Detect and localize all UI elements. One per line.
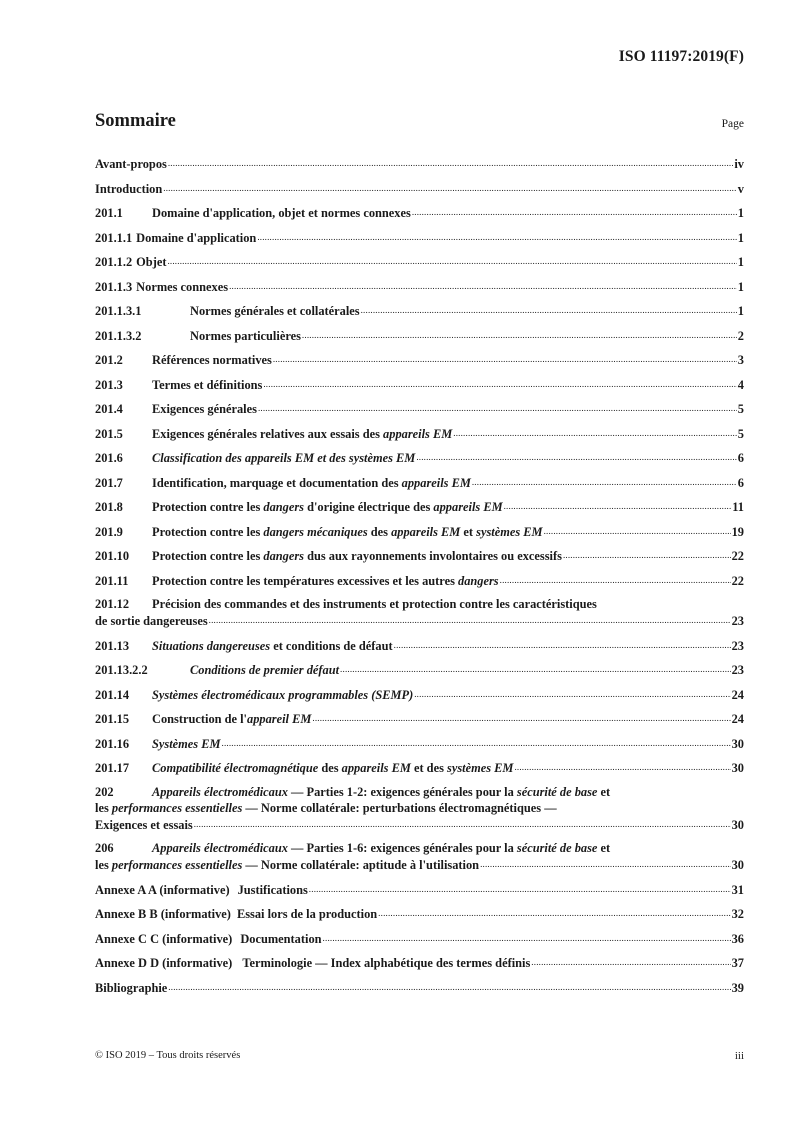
dot-leader — [323, 929, 731, 946]
toc-entry-page: 5 — [737, 402, 744, 416]
toc-entry-title-line3: Exigences et essais — [95, 817, 193, 832]
toc-entry-title: Avant-propos — [95, 157, 167, 171]
toc-entry-title: Exigences générales — [152, 402, 257, 416]
toc-entry-title: Terminologie — Index alphabétique des termes définis — [242, 956, 531, 970]
table-of-contents — [95, 155, 744, 1003]
dot-leader — [563, 546, 731, 563]
toc-entry-title: Exigences générales relatives aux essais des appareils EM — [152, 426, 453, 441]
dot-leader — [257, 228, 736, 245]
dot-leader — [167, 252, 736, 269]
toc-entry-page: 30 — [731, 761, 744, 775]
toc-entry-number: 201.15 — [95, 712, 130, 726]
dot-leader — [312, 709, 730, 726]
toc-entry-201-3[interactable] — [95, 376, 744, 393]
toc-entry-annexe-c[interactable] — [95, 930, 744, 947]
toc-entry-202[interactable] — [95, 784, 744, 833]
dot-leader — [500, 571, 731, 588]
toc-entry-title: Systèmes électromédicaux programmables (SEMP) — [152, 687, 414, 702]
toc-entry-number: 202 — [95, 784, 114, 799]
dot-leader — [504, 497, 732, 514]
dot-leader — [472, 473, 737, 490]
dot-leader — [263, 375, 736, 392]
toc-entry-page: 22 — [731, 573, 744, 588]
toc-entry-title: Normes connexes — [136, 279, 229, 294]
dot-leader — [222, 734, 731, 751]
footer-page-number: iii — [734, 1050, 744, 1062]
toc-entry-201-1-3-2[interactable] — [95, 327, 744, 344]
toc-entry-number: 201.4 — [95, 402, 123, 416]
toc-entry-title-line1: Précision des commandes et des instruments et protection contre les caractéristiques — [152, 597, 597, 611]
toc-entry-number: 201.11 — [95, 573, 129, 588]
toc-entry-number: 201.6 — [95, 451, 123, 465]
toc-entry-avant-propos[interactable] — [95, 155, 744, 172]
toc-entry-number: 201.1.2 — [95, 255, 133, 269]
toc-entry-page: v — [737, 181, 744, 196]
dot-leader — [378, 904, 730, 921]
toc-entry-number: 201.7 — [95, 475, 123, 490]
dot-leader — [163, 179, 737, 196]
toc-entry-page: 11 — [732, 500, 744, 514]
toc-entry-page: 5 — [737, 426, 744, 441]
dot-leader — [412, 203, 737, 220]
dot-leader — [194, 815, 731, 832]
toc-entry-201-16[interactable] — [95, 735, 744, 752]
toc-entry-annexe-d[interactable] — [95, 954, 744, 971]
toc-entry-number: 201.13 — [95, 638, 130, 653]
dot-leader — [229, 277, 737, 294]
dot-leader — [168, 978, 730, 995]
toc-entry-201-10[interactable] — [95, 547, 744, 564]
page-column-label: Page — [721, 118, 744, 130]
toc-entry-page: 19 — [731, 524, 744, 539]
dot-leader — [258, 399, 737, 416]
toc-entry-201-12[interactable] — [95, 596, 744, 629]
toc-entry-page: 36 — [731, 931, 744, 946]
toc-entry-page: 3 — [737, 353, 744, 367]
toc-entry-page: 6 — [737, 451, 744, 465]
toc-entry-bibliographie[interactable] — [95, 979, 744, 996]
dot-leader — [273, 350, 737, 367]
toc-entry-page: 2 — [737, 328, 744, 343]
toc-entry-introduction[interactable] — [95, 180, 744, 197]
toc-entry-number: 201.9 — [95, 524, 123, 539]
toc-entry-title-line2: de sortie dangereuses — [95, 614, 208, 628]
toc-entry-201-1-2[interactable] — [95, 253, 744, 270]
toc-entry-title: Justifications — [237, 882, 308, 897]
toc-entry-number: 201.1 — [95, 206, 123, 220]
dot-leader — [168, 154, 734, 171]
toc-entry-page: 1 — [737, 255, 744, 269]
toc-entry-page: 1 — [737, 206, 744, 220]
toc-entry-number: 201.5 — [95, 426, 123, 441]
toc-entry-page: 22 — [731, 549, 744, 563]
toc-entry-page: 23 — [731, 638, 744, 653]
toc-entry-number: Annexe A A (informative) — [95, 882, 230, 897]
dot-leader — [416, 448, 736, 465]
toc-entry-number: 201.10 — [95, 549, 130, 563]
toc-entry-number: 201.13.2.2 — [95, 663, 148, 677]
toc-entry-number: 201.12 — [95, 597, 130, 611]
toc-entry-title: Situations dangereuses et conditions de défaut — [152, 638, 393, 653]
toc-entry-206[interactable] — [95, 840, 744, 873]
toc-entry-title: Construction de l'appareil EM — [152, 712, 312, 726]
toc-entry-annexe-b[interactable] — [95, 905, 744, 922]
toc-entry-201-7[interactable] — [95, 474, 744, 491]
toc-entry-title-line2: les performances essentielles — Norme collatérale: perturbations électromagnétiques — — [95, 800, 557, 815]
toc-entry-title: Protection contre les dangers dus aux rayonnements involontaires ou excessifs — [152, 549, 562, 563]
toc-entry-title: Conditions de premier défaut — [190, 663, 340, 677]
toc-entry-number: 201.8 — [95, 500, 123, 514]
toc-entry-title: Références normatives — [152, 353, 272, 367]
toc-entry-number: 201.2 — [95, 353, 123, 367]
toc-entry-201-14[interactable] — [95, 686, 744, 703]
toc-entry-title: Domaine d'application — [136, 230, 257, 245]
toc-entry-number: 201.1.3 — [95, 279, 133, 294]
toc-entry-201-9[interactable] — [95, 523, 744, 540]
toc-entry-page: 1 — [737, 230, 744, 245]
toc-entry-title: Protection contre les dangers d'origine électrique des appareils EM — [152, 500, 503, 514]
toc-entry-title: Compatibilité électromagnétique des appareils EM et des systèmes EM — [152, 761, 514, 775]
toc-entry-title: Classification des appareils EM et des systèmes EM — [152, 451, 416, 465]
toc-entry-page: 30 — [731, 817, 744, 832]
dot-leader — [209, 611, 731, 628]
toc-entry-201-2[interactable] — [95, 351, 744, 368]
dot-leader — [514, 758, 730, 775]
toc-entry-number: Annexe D D (informative) — [95, 956, 233, 970]
toc-entry-number: Annexe B B (informative) — [95, 907, 231, 921]
dot-leader — [361, 301, 737, 318]
dot-leader — [394, 636, 731, 653]
toc-entry-title: Termes et définitions — [152, 377, 263, 392]
toc-entry-page: 24 — [731, 687, 744, 702]
toc-entry-201-17[interactable] — [95, 759, 744, 776]
toc-entry-201-13-2-2[interactable] — [95, 661, 744, 678]
toc-entry-title: Normes générales et collatérales — [190, 304, 360, 318]
toc-entry-201-8[interactable] — [95, 498, 744, 515]
toc-entry-title: Essai lors de la production — [236, 907, 378, 921]
footer-copyright: © ISO 2019 – Tous droits réservés — [95, 1050, 241, 1061]
toc-entry-number: 201.3 — [95, 377, 123, 392]
toc-entry-201-1-1[interactable] — [95, 229, 744, 246]
toc-entry-number: 201.16 — [95, 736, 130, 751]
toc-entry-title: Normes particulières — [190, 328, 301, 343]
toc-entry-title-line1: Appareils électromédicaux — Parties 1-6: exigences générales pour la sécurité de base et — [152, 841, 611, 855]
toc-entry-title: Introduction — [95, 181, 163, 196]
toc-entry-title: Domaine d'application, objet et normes connexes — [152, 206, 411, 220]
toc-entry-page: 37 — [731, 956, 744, 970]
toc-entry-page: 24 — [731, 712, 744, 726]
toc-entry-201-1-3[interactable] — [95, 278, 744, 295]
toc-entry-title: Objet — [136, 255, 167, 269]
dot-leader — [340, 660, 731, 677]
dot-leader — [453, 424, 737, 441]
toc-entry-201-6[interactable] — [95, 449, 744, 466]
toc-entry-page: 32 — [731, 907, 744, 921]
toc-entry-201-4[interactable] — [95, 400, 744, 417]
toc-entry-201-5[interactable] — [95, 425, 744, 442]
toc-entry-title: Systèmes EM — [152, 736, 221, 751]
toc-entry-number: Annexe C C (informative) — [95, 931, 233, 946]
toc-entry-title: Protection contre les températures excessives et les autres dangers — [152, 573, 499, 588]
dot-leader — [480, 855, 731, 872]
toc-entry-title-line2: les performances essentielles — Norme collatérale: aptitude à l'utilisation — [95, 858, 480, 872]
toc-entry-page: 31 — [731, 882, 744, 897]
toc-entry-page: 23 — [731, 663, 744, 677]
toc-entry-number: 201.14 — [95, 687, 130, 702]
toc-entry-page: iv — [734, 157, 744, 171]
dot-leader — [531, 953, 730, 970]
toc-entry-title: Identification, marquage et documentation des appareils EM — [152, 475, 471, 490]
toc-entry-page: 23 — [731, 614, 744, 628]
toc-entry-title-line1: Appareils électromédicaux — Parties 1-2: exigences générales pour la sécurité de base et — [152, 784, 611, 799]
toc-entry-201-15[interactable] — [95, 710, 744, 727]
toc-entry-annexe-a[interactable] — [95, 881, 744, 898]
toc-entry-title: Bibliographie — [95, 980, 168, 995]
dot-leader — [544, 522, 731, 539]
toc-entry-page: 1 — [737, 304, 744, 318]
toc-entry-page: 4 — [737, 377, 744, 392]
toc-entry-201-13[interactable] — [95, 637, 744, 654]
toc-entry-number: 201.1.3.2 — [95, 328, 142, 343]
toc-entry-page: 39 — [731, 980, 744, 995]
toc-entry-page: 30 — [731, 858, 744, 872]
toc-title: Sommaire — [95, 111, 176, 131]
toc-entry-number: 201.17 — [95, 761, 130, 775]
toc-entry-page: 6 — [737, 475, 744, 490]
toc-entry-201-11[interactable] — [95, 572, 744, 589]
toc-entry-title: Documentation — [240, 931, 322, 946]
toc-entry-page: 30 — [731, 736, 744, 751]
toc-entry-page: 1 — [737, 279, 744, 294]
toc-entry-number: 201.1.3.1 — [95, 304, 142, 318]
dot-leader — [302, 326, 737, 343]
toc-entry-number: 206 — [95, 841, 114, 855]
dot-leader — [309, 880, 731, 897]
toc-entry-201-1-3-1[interactable] — [95, 302, 744, 319]
toc-entry-201-1[interactable] — [95, 204, 744, 221]
dot-leader — [414, 685, 730, 702]
document-id: ISO 11197:2019(F) — [618, 48, 744, 65]
toc-entry-title: Protection contre les dangers mécaniques des appareils EM et systèmes EM — [152, 524, 543, 539]
toc-entry-number: 201.1.1 — [95, 230, 133, 245]
